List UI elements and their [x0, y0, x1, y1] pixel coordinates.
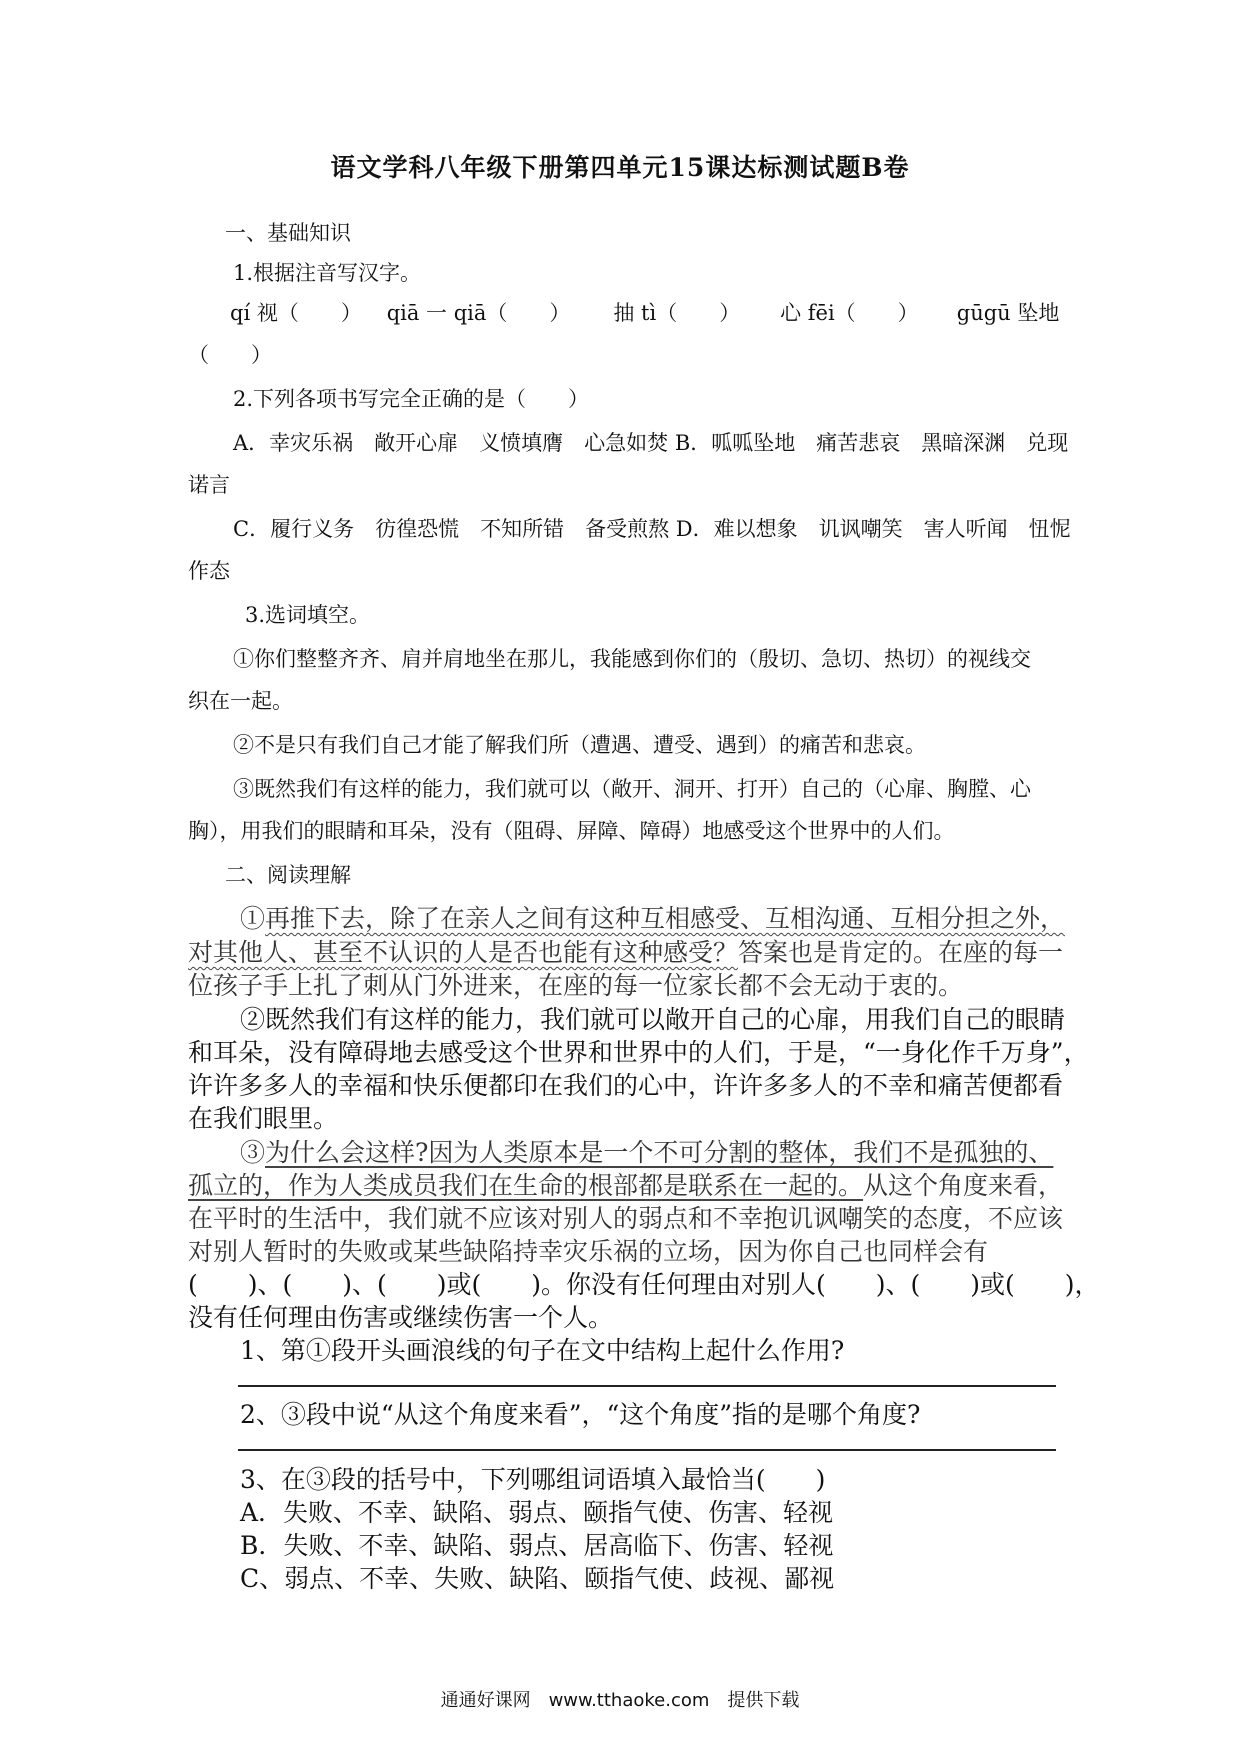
underlined-sentence: 孤立的，作为人类成员我们在生命的根部都是联系在一起的。 [188, 1171, 864, 1200]
paragraph-3-line-3: 在平时的生活中，我们就不应该对别人的弱点和不幸抱讥讽嘲笑的态度，不应该 [188, 1204, 1064, 1233]
pinyin-item: 心 fēi（ ） [780, 301, 919, 325]
footer-source: 通通好课网 www.tthaoke.com 提供下载 [440, 1690, 800, 1711]
option-b: B．失败、不幸、缺陷、弱点、居高临下、伤害、轻视 [240, 1531, 834, 1560]
paragraph-2-line-1: ②既然我们有这样的能力，我们就可以敞开自己的心扉，用我们自己的眼睛 [240, 1005, 1066, 1034]
paragraph-number: ① [240, 904, 266, 933]
pinyin-item: 抽 tì（ ） [613, 301, 741, 325]
pinyin-row [230, 298, 1059, 328]
reading-question-3: 3、在③段的括号中，下列哪组词语填入最恰当( ) [240, 1465, 826, 1494]
option-a: A．失败、不幸、缺陷、弱点、颐指气使、伤害、轻视 [240, 1498, 834, 1527]
question-2-prompt: 2.下列各项书写完全正确的是（ ） [233, 387, 590, 411]
question-3-sentence-3: ③既然我们有这样的能力，我们就可以（敞开、洞开、打开）自己的（心扉、胸膛、心 [233, 777, 1031, 801]
question-3-sentence-1-tail: 织在一起。 [188, 689, 293, 713]
paragraph-2-line-3: 许许多多人的幸福和快乐便都印在我们的心中，许许多多人的不幸和痛苦便都看 [188, 1071, 1064, 1100]
question-3-sentence-3-tail: 胸），用我们的眼睛和耳朵，没有（阻碍、屏障、障碍）地感受这个世界中的人们。 [188, 819, 955, 843]
pinyin-item: gūgū 坠地 [956, 301, 1060, 325]
paragraph-text: 从这个角度来看， [863, 1171, 1064, 1200]
reading-question-1: 1、第①段开头画浪线的句子在文中结构上起什么作用? [240, 1336, 845, 1365]
page-title: 语文学科八年级下册第四单元15课达标测试题B卷 [330, 153, 910, 182]
question-2-line-2: C．履行义务 彷徨恐慌 不知所错 备受煎熬 D．难以想象 讥讽嘲笑 害人听闻 忸怩 [233, 517, 1071, 541]
answer-line[interactable] [238, 1385, 1056, 1387]
paragraph-1-line-3: 位孩子手上扎了刺从门外进来，在座的每一位家长都不会无动于衷的。 [188, 971, 964, 1000]
question-3-prompt: 3.选词填空。 [245, 603, 371, 627]
question-3-sentence-2: ②不是只有我们自己才能了解我们所（遭遇、遭受、遇到）的痛苦和悲哀。 [233, 733, 926, 757]
paragraph-number: ③ [240, 1138, 266, 1167]
question-2-line-1: A．幸灾乐祸 敞开心扉 义愤填膺 心急如焚 B．呱呱坠地 痛苦悲哀 黑暗深渊 兑现 [233, 431, 1069, 455]
question-3-sentence-1: ①你们整整齐齐、肩并肩地坐在那儿，我能感到你们的（殷切、急切、热切）的视线交 [233, 647, 1031, 671]
paragraph-3-line-2 [188, 1169, 1063, 1202]
paragraph-3-line-4: 对别人暂时的失败或某些缺陷持幸灾乐祸的立场，因为你自己也同样会有 [188, 1237, 989, 1266]
paragraph-3-line-5: ( )、( )、( )或( )。你没有任何理由对别人( )、( )或( )， [188, 1270, 1100, 1299]
paragraph-1-line-1 [240, 902, 1065, 935]
question-1-prompt: 1.根据注音写汉字。 [233, 261, 422, 285]
paragraph-2-line-2: 和耳朵，没有障碍地去感受这个世界和世界中的人们，于是，“一身化作千万身”， [188, 1038, 1089, 1067]
reading-question-2: 2、③段中说“从这个角度来看”，“这个角度”指的是哪个角度? [240, 1400, 921, 1429]
answer-line[interactable] [238, 1449, 1056, 1451]
pinyin-item: qí 视（ ） [230, 301, 362, 325]
wavy-underlined-sentence: 再推下去，除了在亲人之间有这种互相感受、互相沟通、互相分担之外， [265, 904, 1066, 933]
paragraph-3-line-6: 没有任何理由伤害或继续伤害一个人。 [188, 1303, 614, 1332]
option-c: C、弱点、不幸、失败、缺陷、颐指气使、歧视、鄙视 [240, 1564, 835, 1593]
pinyin-item: qiā 一 qiā（ ） [386, 301, 571, 325]
pinyin-tail: （ ） [188, 343, 272, 367]
paragraph-1-line-2 [188, 936, 1063, 969]
paragraph-text: 答案也是肯定的。在座的每一 [738, 938, 1064, 967]
underlined-sentence: 为什么会这样?因为人类原本是一个不可分割的整体，我们不是孤独的、 [265, 1138, 1054, 1167]
wavy-underlined-sentence: 对其他人、甚至不认识的人是否也能有这种感受？ [188, 938, 739, 967]
question-2-line-1-tail: 诺言 [188, 473, 230, 497]
paragraph-2-line-4: 在我们眼里。 [188, 1104, 339, 1133]
paragraph-3-line-1 [240, 1136, 1053, 1169]
section-heading-reading: 二、阅读理解 [225, 863, 351, 887]
section-heading-basic: 一、基础知识 [225, 221, 351, 245]
question-2-line-2-tail: 作态 [188, 559, 230, 583]
